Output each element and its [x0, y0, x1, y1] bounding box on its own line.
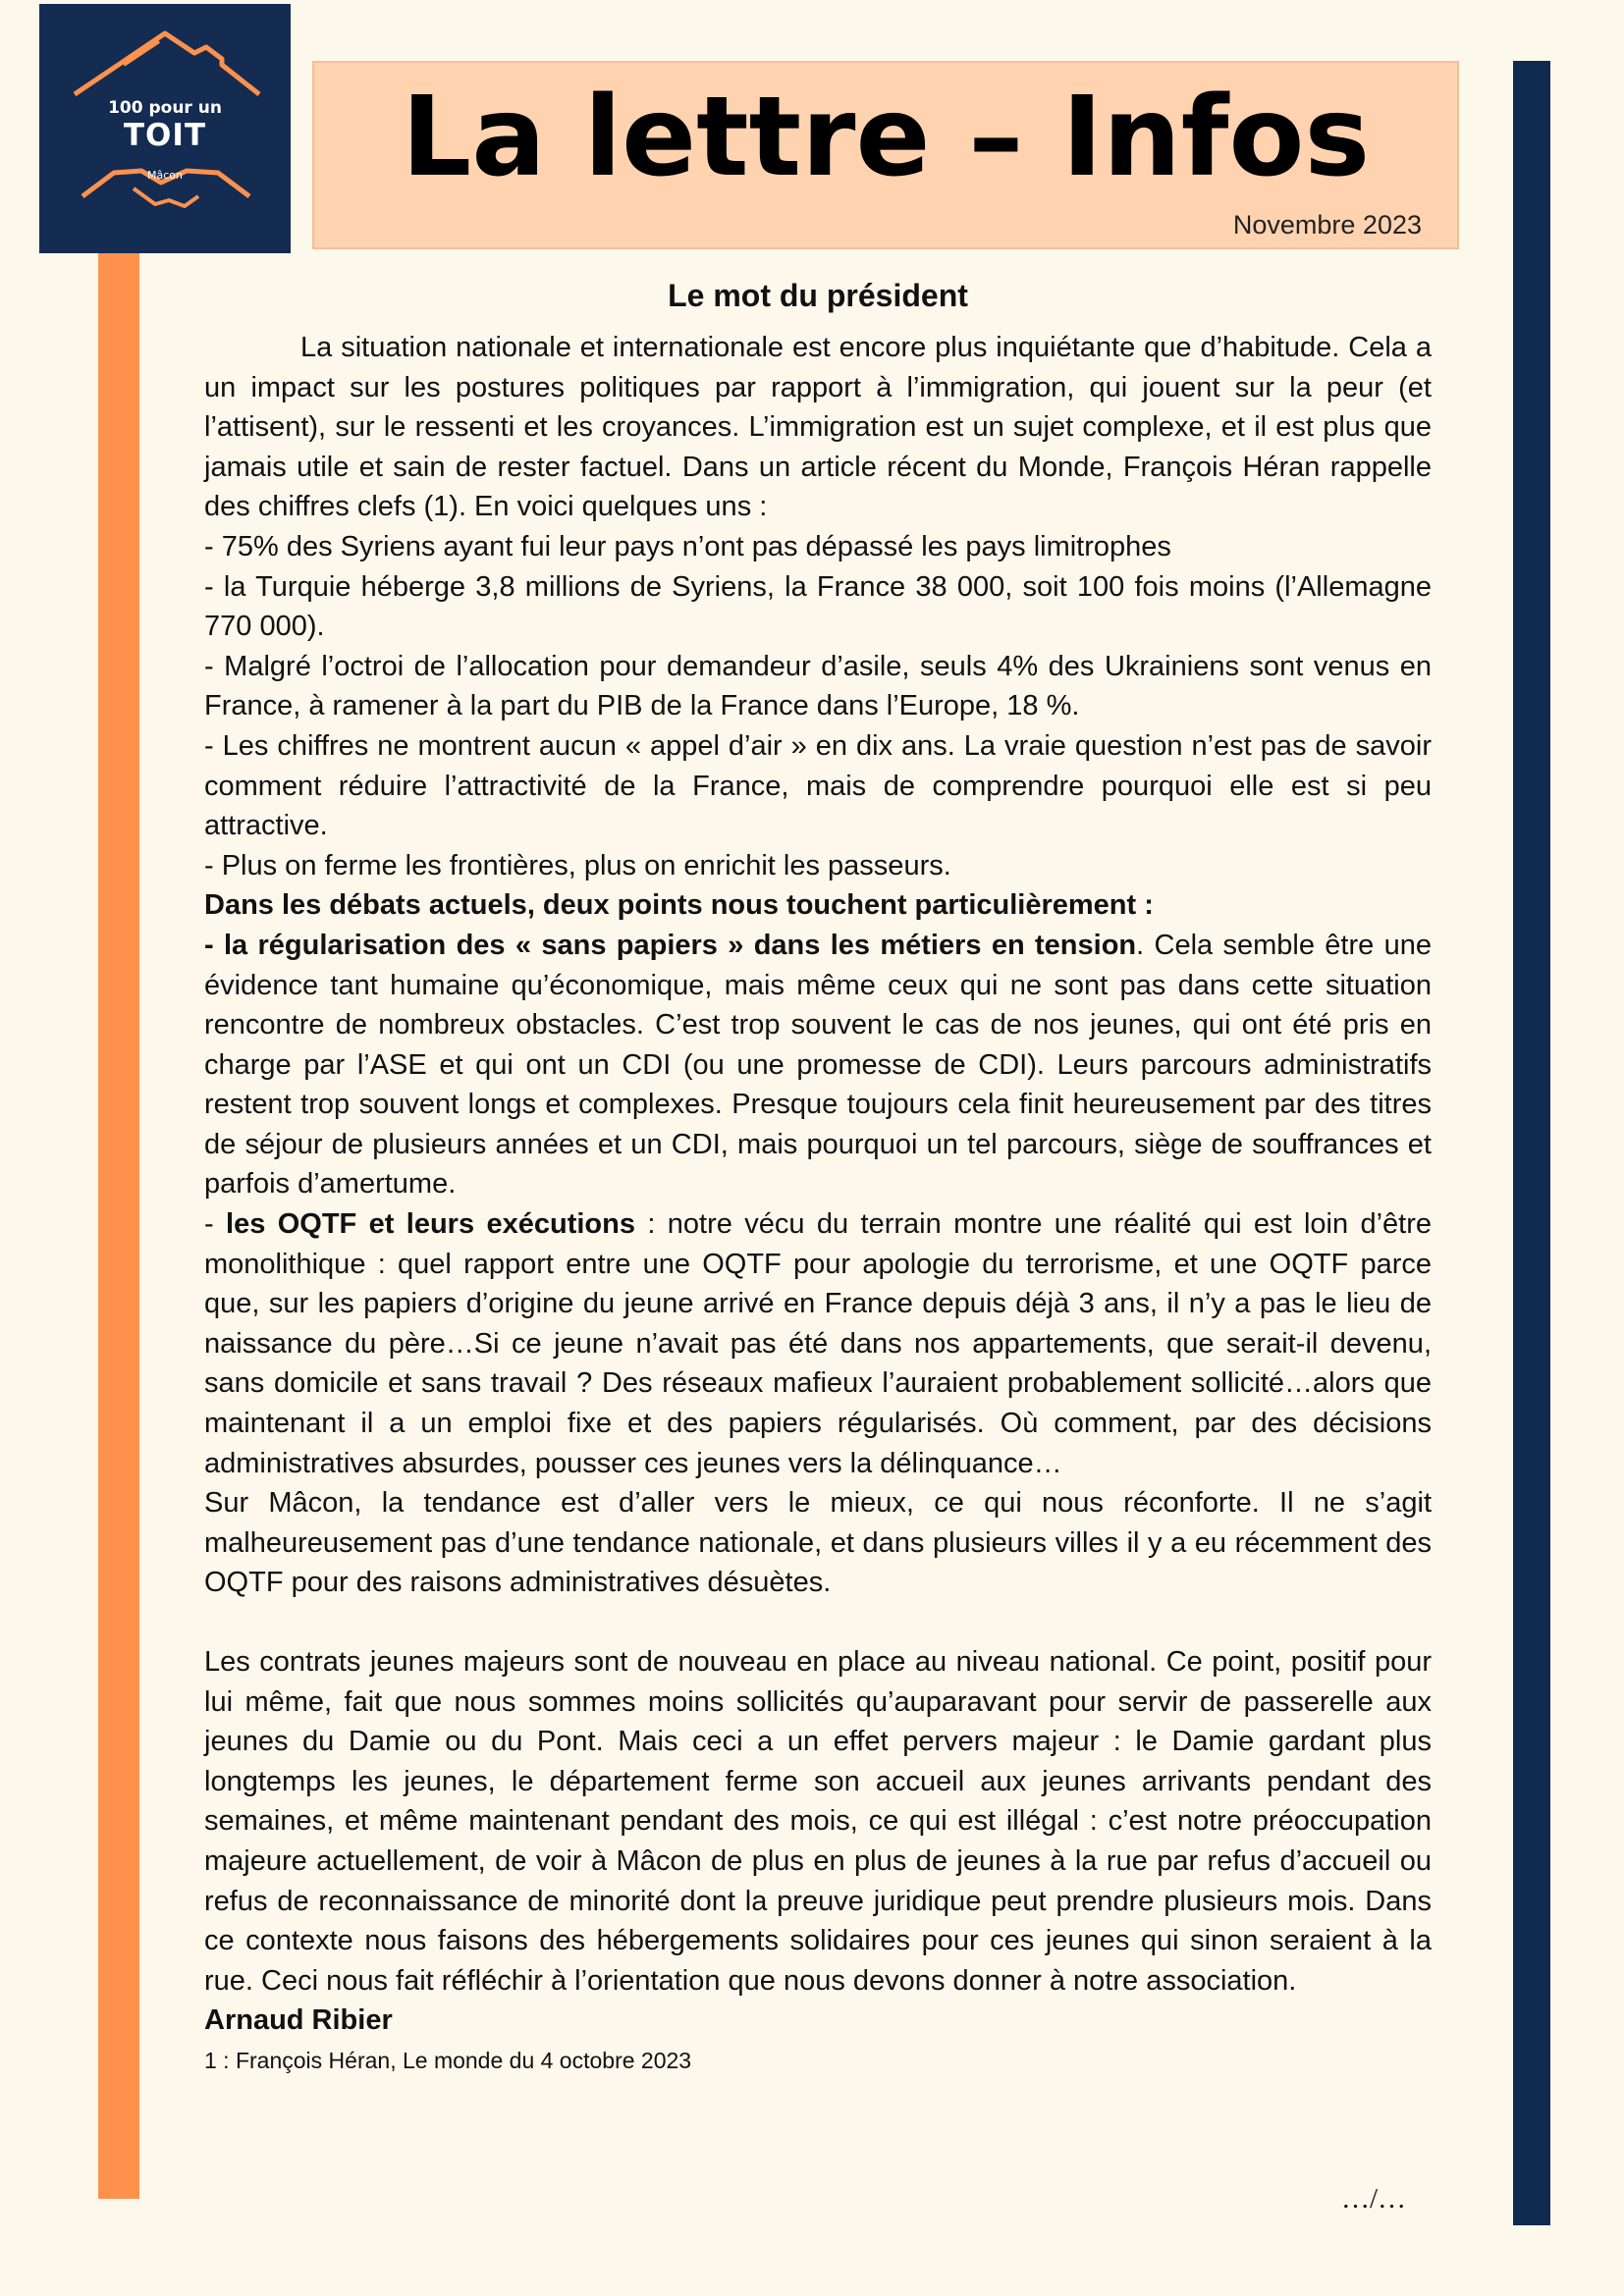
header-banner [312, 61, 1459, 249]
logo-line-2: TOIT [123, 118, 207, 153]
footnote: 1 : François Héran, Le monde du 4 octobre 2023 [204, 2047, 692, 2073]
fact-item: - la Turquie héberge 3,8 millions de Syriens, la France 38 000, soit 100 fois moins (l’Allemagne 770 000). [204, 570, 1432, 643]
issue-date: Novembre 2023 [1232, 210, 1422, 240]
point-regularisation-title: - la régularisation des « sans papiers » dans les métiers en tension [204, 929, 1137, 961]
fact-item: - Plus on ferme les frontières, plus on enrichit les passeurs. [204, 849, 951, 881]
article-body [204, 267, 1432, 2080]
right-navy-stripe [1513, 61, 1550, 2225]
macon-paragraph: Sur Mâcon, la tendance est d’aller vers le mieux, ce qui nous réconforte. Il ne s’agit malheureusement pas d’une tendance nationale, et dans plusieurs villes il y a eu récemment des OQTF pour des raisons administratives désuètes. [204, 1487, 1432, 1599]
point-oqtf-title: les OQTF et leurs exécutions [226, 1208, 635, 1241]
logo-line-1: 100 pour un [108, 98, 222, 118]
article-title: Le mot du président [668, 278, 968, 313]
signature: Arnaud Ribier [204, 2004, 393, 2037]
point-oqtf [204, 1204, 1432, 1483]
newsletter-title: La lettre – Infos [401, 74, 1371, 201]
page-continuation: …/… [1341, 2183, 1407, 2215]
fact-item: - Les chiffres ne montrent aucun « appel d’air » en dix ans. La vraie question n’est pas de savoir comment réduire l’attractivité de la France, mais de comprendre pourquoi elle est si peu attractive. [204, 729, 1432, 842]
point-oqtf-text: : notre vécu du terrain montre une réalité qui est loin d’être monolithique : quel rapport entre une OQTF pour apologie du terrorisme, et une OQTF parce que, sur les papiers d’origine du jeune arrivé en France depuis déjà 3 ans, il n’y a pas le lieu de naissance du père…Si ce jeune n’avait pas été dans nos appartements, que serait-il devenu, sans domicile et sans travail ? Des réseaux mafieux l’auraient probablement sollicité…alors que maintenant il a un emploi fixe et des papiers régularisés. Où comment, par des décisions administratives absurdes, pousser ces jeunes vers la délinquance… [204, 1208, 1432, 1479]
debate-heading-text: Dans les débats actuels, deux points nous touchent particulièrement : [204, 889, 1154, 922]
point-regularisation [204, 926, 1432, 1204]
fact-item: - 75% des Syriens ayant fui leur pays n’ont pas dépassé les pays limitrophes [204, 530, 1171, 562]
association-logo [39, 4, 291, 253]
left-orange-stripe [98, 245, 139, 2199]
point-oqtf-prefix: - [204, 1208, 227, 1241]
intro-paragraph: La situation nationale et internationale est encore plus inquiétante que d’habitude. Cela a un impact sur les postures politiques par rapport à l’immigration, qui jouent sur la peur (et l’attisent), sur le ressenti et les croyances. L’immigration est un sujet complexe, et il est plus que jamais utile et sain de rester factuel. Dans un article récent du Monde, François Héran rappelle des chiffres clefs (1). En voici quelques uns : [204, 332, 1432, 523]
logo-line-3: Mâcon [147, 169, 183, 182]
debate-heading [204, 885, 1432, 926]
point-regularisation-text: . Cela semble être une évidence tant humaine qu’économique, mais même ceux qui ne sont pas dans cette situation rencontre de nombreux obstacles. C’est trop souvent le cas de nos jeunes, qui ont été pris en charge par l’ASE et qui ont un CDI (ou une promesse de CDI). Leurs parcours administratifs restent trop souvent longs et complexes. Presque toujours cela finit heureusement par des titres de séjour de plusieurs années et un CDI, mais pourquoi un tel parcours, siège de souffrances et parfois d’amertume. [204, 929, 1432, 1201]
contracts-paragraph: Les contrats jeunes majeurs sont de nouveau en place au niveau national. Ce point, positif pour lui même, fait que nous sommes moins sollicités qu’auparavant pour servir de passerelle aux jeunes du Damie ou du Pont. Mais ceci a un effet pervers majeur : le Damie gardant plus longtemps les jeunes, le département ferme son accueil aux jeunes arrivants pendant des semaines, et même maintenant pendant des mois, ce qui est illégal : c’est notre préoccupation majeure actuellement, de voir à Mâcon de plus en plus de jeunes à la rue par refus d’accueil ou refus de reconnaissance de minorité dont la preuve juridique peut prendre plusieurs mois. Dans ce contexte nous faisons des hébergements solidaires pour ces jeunes qui sinon seraient à la rue. Ceci nous fait réfléchir à l’orientation que nous devons donner à notre association. [204, 1646, 1432, 1997]
fact-item: - Malgré l’octroi de l’allocation pour demandeur d’asile, seuls 4% des Ukrainiens sont venus en France, à ramener à la part du PIB de la France dans l’Europe, 18 %. [204, 650, 1432, 722]
